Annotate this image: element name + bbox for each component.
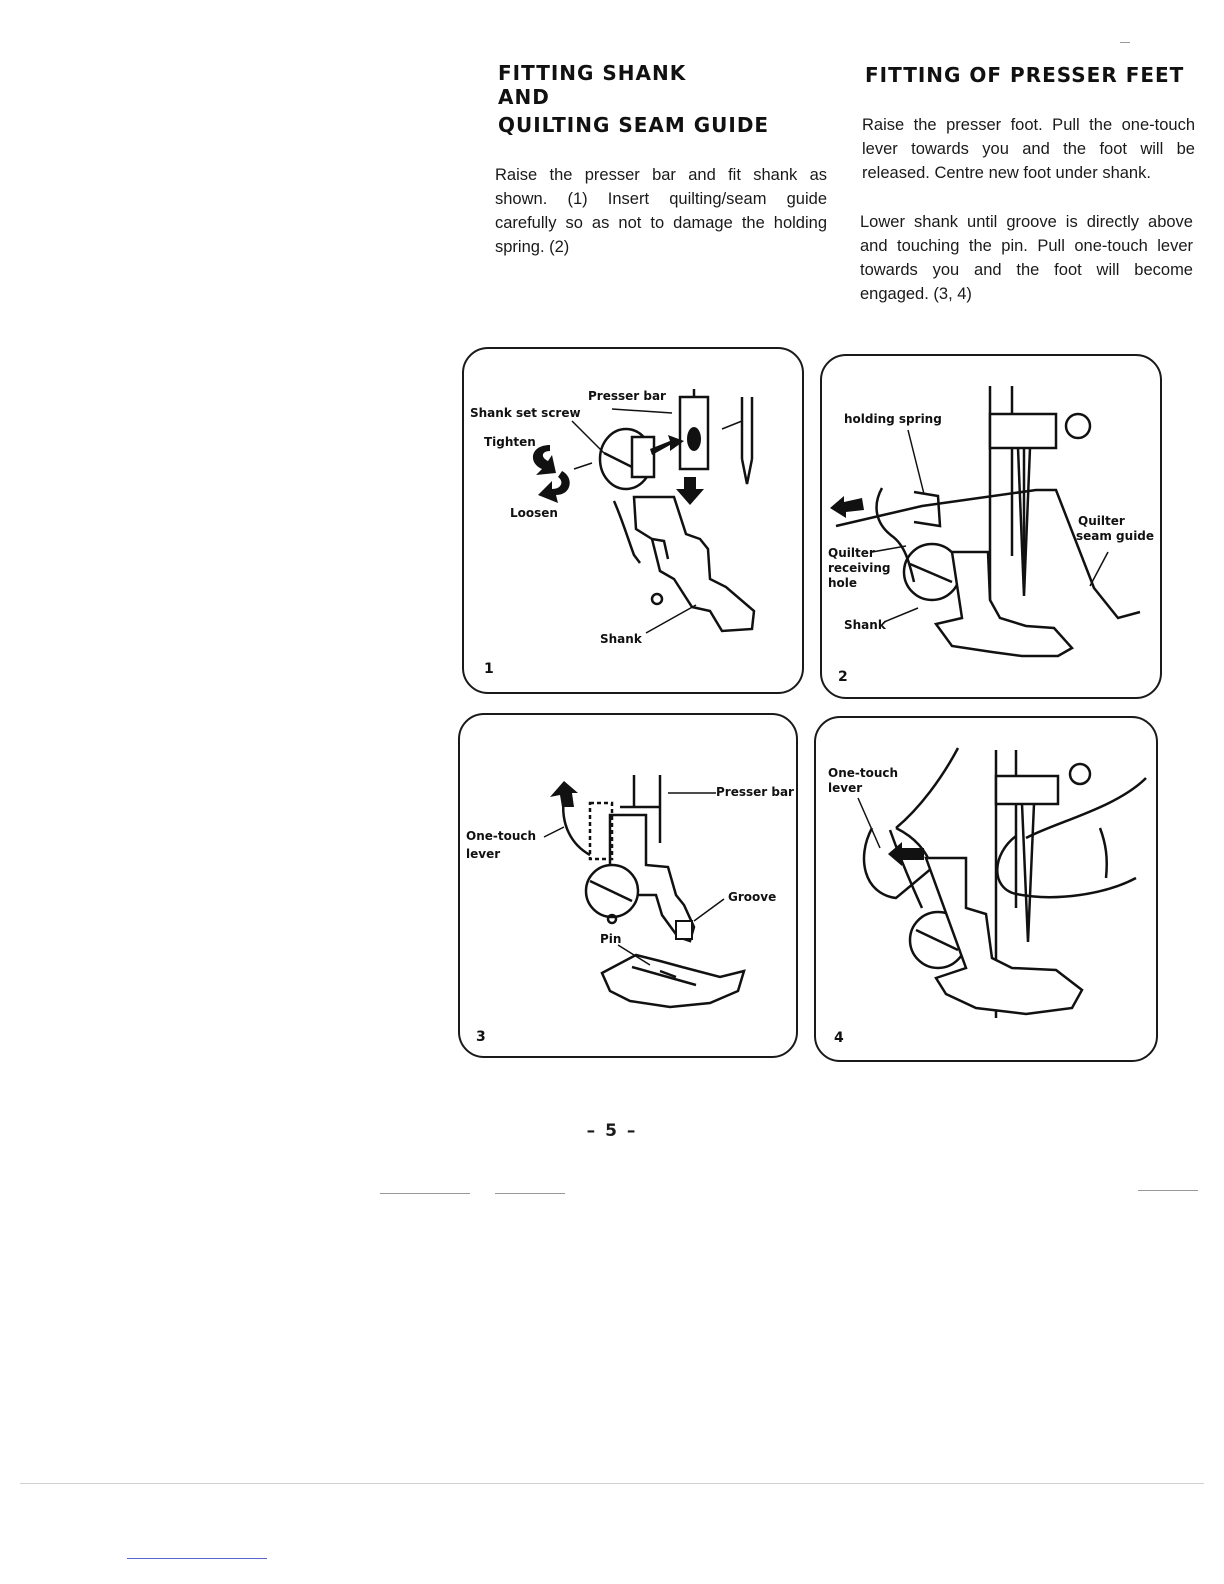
- right-para-2: Lower shank until groove is directly above and touching the pin. Pull one-touch lever towards you and the foot will become engaged. (3, 4): [860, 213, 1193, 303]
- figure-3-number: 3: [476, 1029, 486, 1045]
- scan-speck: [380, 1193, 470, 1194]
- left-heading-line-3: QUILTING SEAM GUIDE: [498, 113, 770, 137]
- figure-2-label-quilter-line-1: Quilter: [828, 546, 875, 560]
- scan-speck: [1120, 42, 1130, 43]
- figure-1-label-presser-bar: Presser bar: [588, 389, 666, 403]
- figure-2-label-seam-guide-line-2: seam guide: [1076, 529, 1155, 543]
- figure-2-label-shank: Shank: [844, 618, 886, 632]
- figure-3-label-presser-bar: Presser bar: [716, 785, 794, 799]
- figure-2-label-quilter-line-3: hole: [828, 576, 858, 590]
- scan-blue-line: [127, 1558, 267, 1559]
- figure-4-label-lever-line-2: lever: [828, 781, 863, 795]
- figure-1-label-shank-set-screw: Shank set screw: [470, 406, 581, 420]
- figure-3-label-lever-line-2: lever: [466, 847, 501, 861]
- left-heading-line-2: AND: [498, 85, 550, 109]
- figure-3-label-pin: Pin: [600, 932, 622, 946]
- figure-4-panel: [814, 716, 1158, 1062]
- figure-1-label-shank: Shank: [600, 632, 642, 646]
- figure-2-label-holding-spring: holding spring: [844, 412, 942, 426]
- figure-1-panel: [462, 347, 804, 694]
- figure-4-label-lever-line-1: One-touch: [828, 766, 899, 780]
- figure-1-label-tighten: Tighten: [484, 435, 536, 449]
- figure-2-panel: [820, 354, 1162, 699]
- figure-2-label-seam-guide-line-1: Quilter: [1078, 514, 1125, 528]
- figure-3-label-lever-line-1: One-touch: [466, 829, 537, 843]
- figure-1-label-loosen: Loosen: [510, 506, 558, 520]
- right-heading: FITTING OF PRESSER FEET: [865, 63, 1185, 87]
- right-para-1: Raise the presser foot. Pull the one-touch lever towards you and the foot will be released. Centre new foot under shank.: [862, 116, 1195, 182]
- figure-3-illustration: [460, 715, 796, 1056]
- figure-2-label-quilter-line-2: receiving: [828, 561, 891, 575]
- scan-speck: [1138, 1190, 1198, 1191]
- figure-3-label-one-touch-lever: [466, 827, 536, 863]
- page-number: – 5 –: [586, 1121, 638, 1141]
- figure-3-panel: [458, 713, 798, 1058]
- figure-2-label-quilter-receiving-hole: [828, 546, 891, 591]
- scan-speck: [495, 1193, 565, 1194]
- figure-4-number: 4: [834, 1030, 844, 1046]
- figure-2-label-quilter-seam-guide: [1076, 514, 1154, 544]
- figure-4-label-one-touch-lever: [828, 766, 898, 796]
- left-body-text: Raise the presser bar and fit shank as shown. (1) Insert quilting/seam guide carefully so as not to damage the holding spring. (2): [495, 166, 827, 256]
- scan-edge-line: [20, 1483, 1204, 1484]
- figure-2-number: 2: [838, 669, 848, 685]
- left-heading-line-1: FITTING SHANK: [498, 61, 687, 85]
- figure-3-label-groove: Groove: [728, 890, 777, 904]
- figure-1-number: 1: [484, 661, 494, 677]
